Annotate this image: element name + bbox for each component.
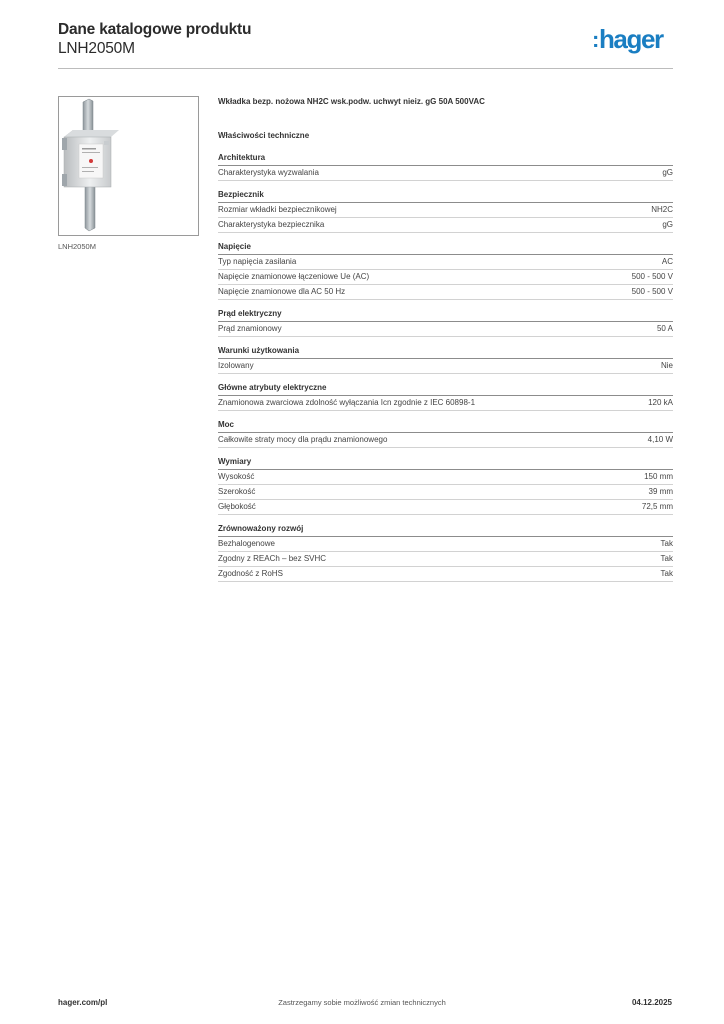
spec-row xyxy=(218,433,673,448)
spec-label: Całkowite straty mocy dla prądu znamionowego xyxy=(218,435,388,444)
section-heading: Główne atrybuty elektryczne xyxy=(218,381,673,396)
spec-row xyxy=(218,552,673,567)
spec-value: 4,10 W xyxy=(647,435,673,444)
logo-colon-icon: : xyxy=(592,27,598,52)
spec-value: 72,5 mm xyxy=(641,502,673,511)
spec-label: Napięcie znamionowe łączeniowe Ue (AC) xyxy=(218,272,370,281)
spec-label: Napięcie znamionowe dla AC 50 Hz xyxy=(218,287,346,296)
spec-row xyxy=(218,203,673,218)
spec-section xyxy=(218,188,673,233)
spec-value: Tak xyxy=(660,539,673,548)
spec-row xyxy=(218,500,673,515)
spec-label: Zgodność z RoHS xyxy=(218,569,283,578)
spec-value: 150 mm xyxy=(644,472,673,481)
product-description: Wkładka bezp. nożowa NH2C wsk.podw. uchwyt nieiz. gG 50A 500VAC xyxy=(218,97,485,106)
spec-value: Tak xyxy=(660,554,673,563)
spec-label: Bezhalogenowe xyxy=(218,539,275,548)
spec-section xyxy=(218,522,673,582)
logo-text: hager xyxy=(598,24,663,54)
section-heading: Architektura xyxy=(218,151,673,166)
spec-label: Izolowany xyxy=(218,361,254,370)
spec-value: 120 kA xyxy=(648,398,673,407)
section-heading: Napięcie xyxy=(218,240,673,255)
hager-logo xyxy=(592,26,663,52)
section-heading: Moc xyxy=(218,418,673,433)
spec-section xyxy=(218,151,673,181)
spec-value: NH2C xyxy=(651,205,673,214)
spec-label: Typ napięcia zasilania xyxy=(218,257,297,266)
spec-value: Nie xyxy=(660,361,673,370)
spec-row xyxy=(218,322,673,337)
spec-value: gG xyxy=(662,168,673,177)
spec-label: Głębokość xyxy=(218,502,256,511)
spec-value: Tak xyxy=(660,569,673,578)
spec-sections xyxy=(218,151,673,589)
header-divider xyxy=(58,68,673,69)
spec-row xyxy=(218,255,673,270)
spec-section xyxy=(218,344,673,374)
spec-value: 500 - 500 V xyxy=(631,272,673,281)
footer-disclaimer: Zastrzegamy sobie możliwość zmian technicznych xyxy=(278,998,446,1007)
page-title: Dane katalogowe produktu xyxy=(58,21,252,38)
spec-value: 500 - 500 V xyxy=(631,287,673,296)
spec-section xyxy=(218,381,673,411)
spec-label: Szerokość xyxy=(218,487,256,496)
spec-section xyxy=(218,307,673,337)
properties-heading: Właściwości techniczne xyxy=(218,131,310,140)
spec-label: Rozmiar wkładki bezpiecznikowej xyxy=(218,205,337,214)
spec-value: gG xyxy=(662,220,673,229)
section-heading: Bezpiecznik xyxy=(218,188,673,203)
spec-label: Prąd znamionowy xyxy=(218,324,282,333)
spec-row xyxy=(218,218,673,233)
spec-row xyxy=(218,270,673,285)
spec-row xyxy=(218,485,673,500)
spec-row xyxy=(218,396,673,411)
section-heading: Warunki użytkowania xyxy=(218,344,673,359)
section-heading: Prąd elektryczny xyxy=(218,307,673,322)
spec-row xyxy=(218,537,673,552)
spec-row xyxy=(218,166,673,181)
product-code: LNH2050M xyxy=(58,40,135,57)
footer-website: hager.com/pl xyxy=(58,998,108,1007)
spec-label: Charakterystyka wyzwalania xyxy=(218,168,319,177)
section-heading: Wymiary xyxy=(218,455,673,470)
fuse-icon xyxy=(59,97,198,235)
product-image xyxy=(58,96,199,236)
spec-row xyxy=(218,470,673,485)
spec-section xyxy=(218,240,673,300)
spec-label: Zgodny z REACh – bez SVHC xyxy=(218,554,327,563)
spec-section xyxy=(218,455,673,515)
spec-label: Charakterystyka bezpiecznika xyxy=(218,220,325,229)
spec-value: 50 A xyxy=(656,324,673,333)
spec-label: Znamionowa zwarciowa zdolność wyłączania Icn zgodnie z IEC 60898-1 xyxy=(218,398,476,407)
footer-date: 04.12.2025 xyxy=(631,998,672,1007)
spec-row xyxy=(218,285,673,300)
section-heading: Zrównoważony rozwój xyxy=(218,522,673,537)
spec-value: AC xyxy=(661,257,673,266)
spec-label: Wysokość xyxy=(218,472,255,481)
image-caption: LNH2050M xyxy=(58,242,96,251)
spec-row xyxy=(218,359,673,374)
spec-row xyxy=(218,567,673,582)
spec-section xyxy=(218,418,673,448)
spec-value: 39 mm xyxy=(648,487,673,496)
